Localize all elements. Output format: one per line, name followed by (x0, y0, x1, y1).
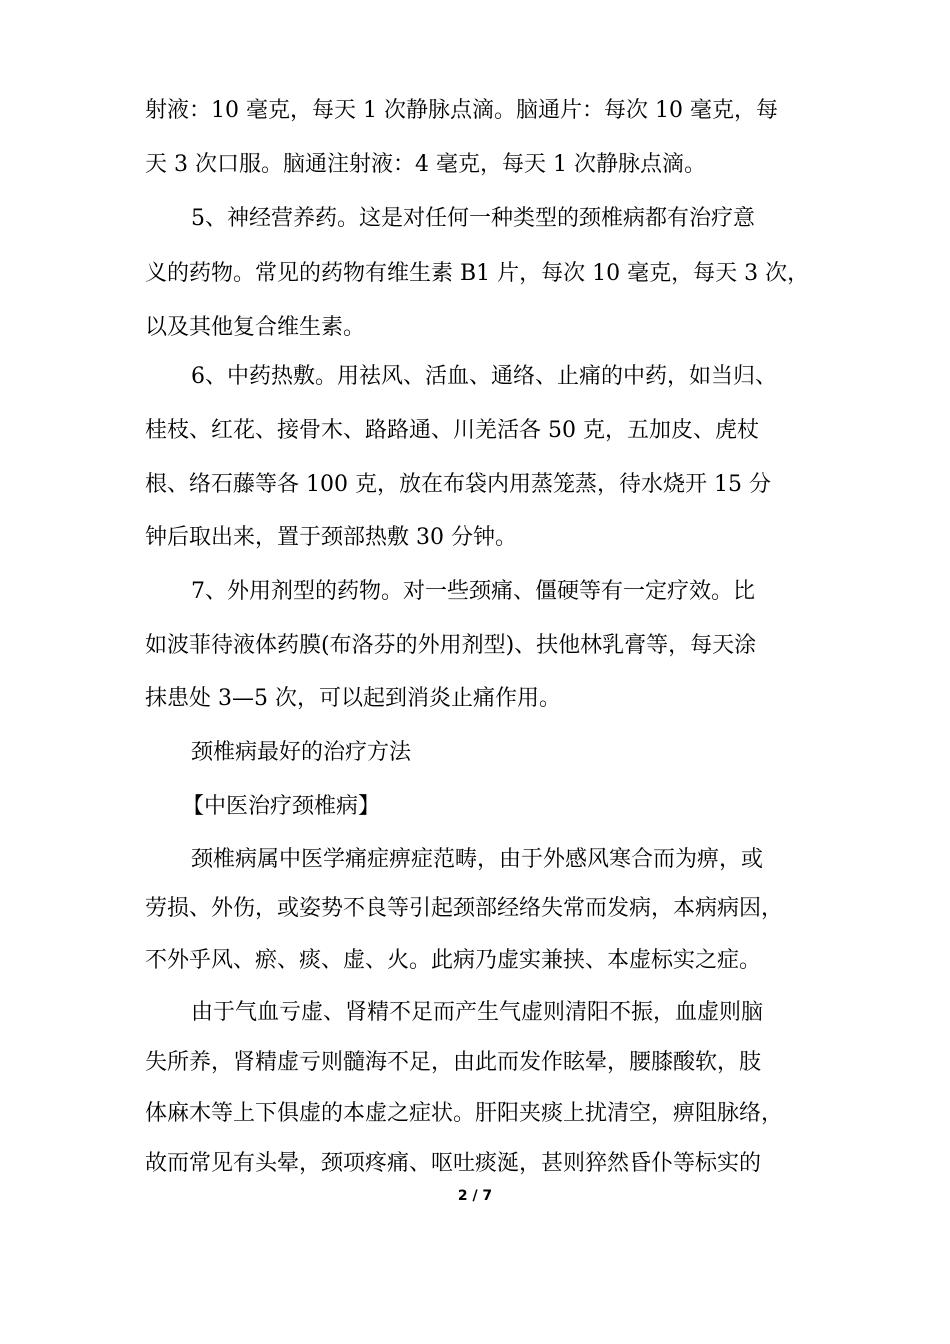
text-line: 6、中药热敷。用祛风、活血、通络、止痛的中药，如当归、 (191, 364, 777, 389)
text-line: 失所养，肾精虚亏则髓海不足，由此而发作眩晕，腰膝酸软，肢 (145, 1050, 762, 1075)
text-line: 义的药物。常见的药物有维生素 B1 片，每次 10 毫克，每天 3 次， (145, 261, 810, 286)
section-heading: 颈椎病最好的治疗方法 (191, 740, 412, 765)
text-line: 天 3 次口服。脑通注射液：4 毫克，每天 1 次静脉点滴。 (145, 152, 706, 177)
text-line: 5、神经营养药。这是对任何一种类型的颈椎病都有治疗意 (191, 206, 755, 231)
text-line: 桂枝、红花、接骨木、路路通、川羌活各 50 克，五加皮、虎杖 (145, 418, 759, 443)
text-line: 抹患处 3—5 次，可以起到消炎止痛作用。 (145, 686, 561, 711)
text-line: 7、外用剂型的药物。对一些颈痛、僵硬等有一定疗效。比 (191, 579, 755, 604)
text-line: 颈椎病属中医学痛症痹症范畴，由于外感风寒合而为痹，或 (191, 847, 764, 872)
text-line: 根、络石藤等各 100 克，放在布袋内用蒸笼蒸，待水烧开 15 分 (145, 472, 771, 497)
text-line: 体麻木等上下俱虚的本虚之症状。肝阳夹痰上扰清空，痹阻脉络， (145, 1101, 784, 1126)
text-line: 以及其他复合维生素。 (145, 315, 366, 340)
text-line: 由于气血亏虚、肾精不足而产生气虚则清阳不振，血虚则脑 (191, 1000, 764, 1025)
text-line: 如波菲待液体药膜(布洛芬的外用剂型)、扶他林乳膏等，每天涂 (145, 633, 757, 658)
text-line: 劳损、外伤，或姿势不良等引起颈部经络失常而发病，本病病因， (145, 896, 784, 921)
text-line: 钟后取出来，置于颈部热敷 30 分钟。 (145, 525, 517, 550)
text-line: 射液：10 毫克，每天 1 次静脉点滴。脑通片：每次 10 毫克，每 (145, 98, 778, 123)
page-number: 2 / 7 (457, 1188, 493, 1204)
text-line: 不外乎风、瘀、痰、虚、火。此病乃虚实兼挟、本虚标实之症。 (145, 948, 762, 973)
section-subheading: 【中医治疗颈椎病】 (182, 794, 381, 819)
text-line: 故而常见有头晕，颈项疼痛、呕吐痰涎，甚则猝然昏仆等标实的 (145, 1151, 762, 1176)
